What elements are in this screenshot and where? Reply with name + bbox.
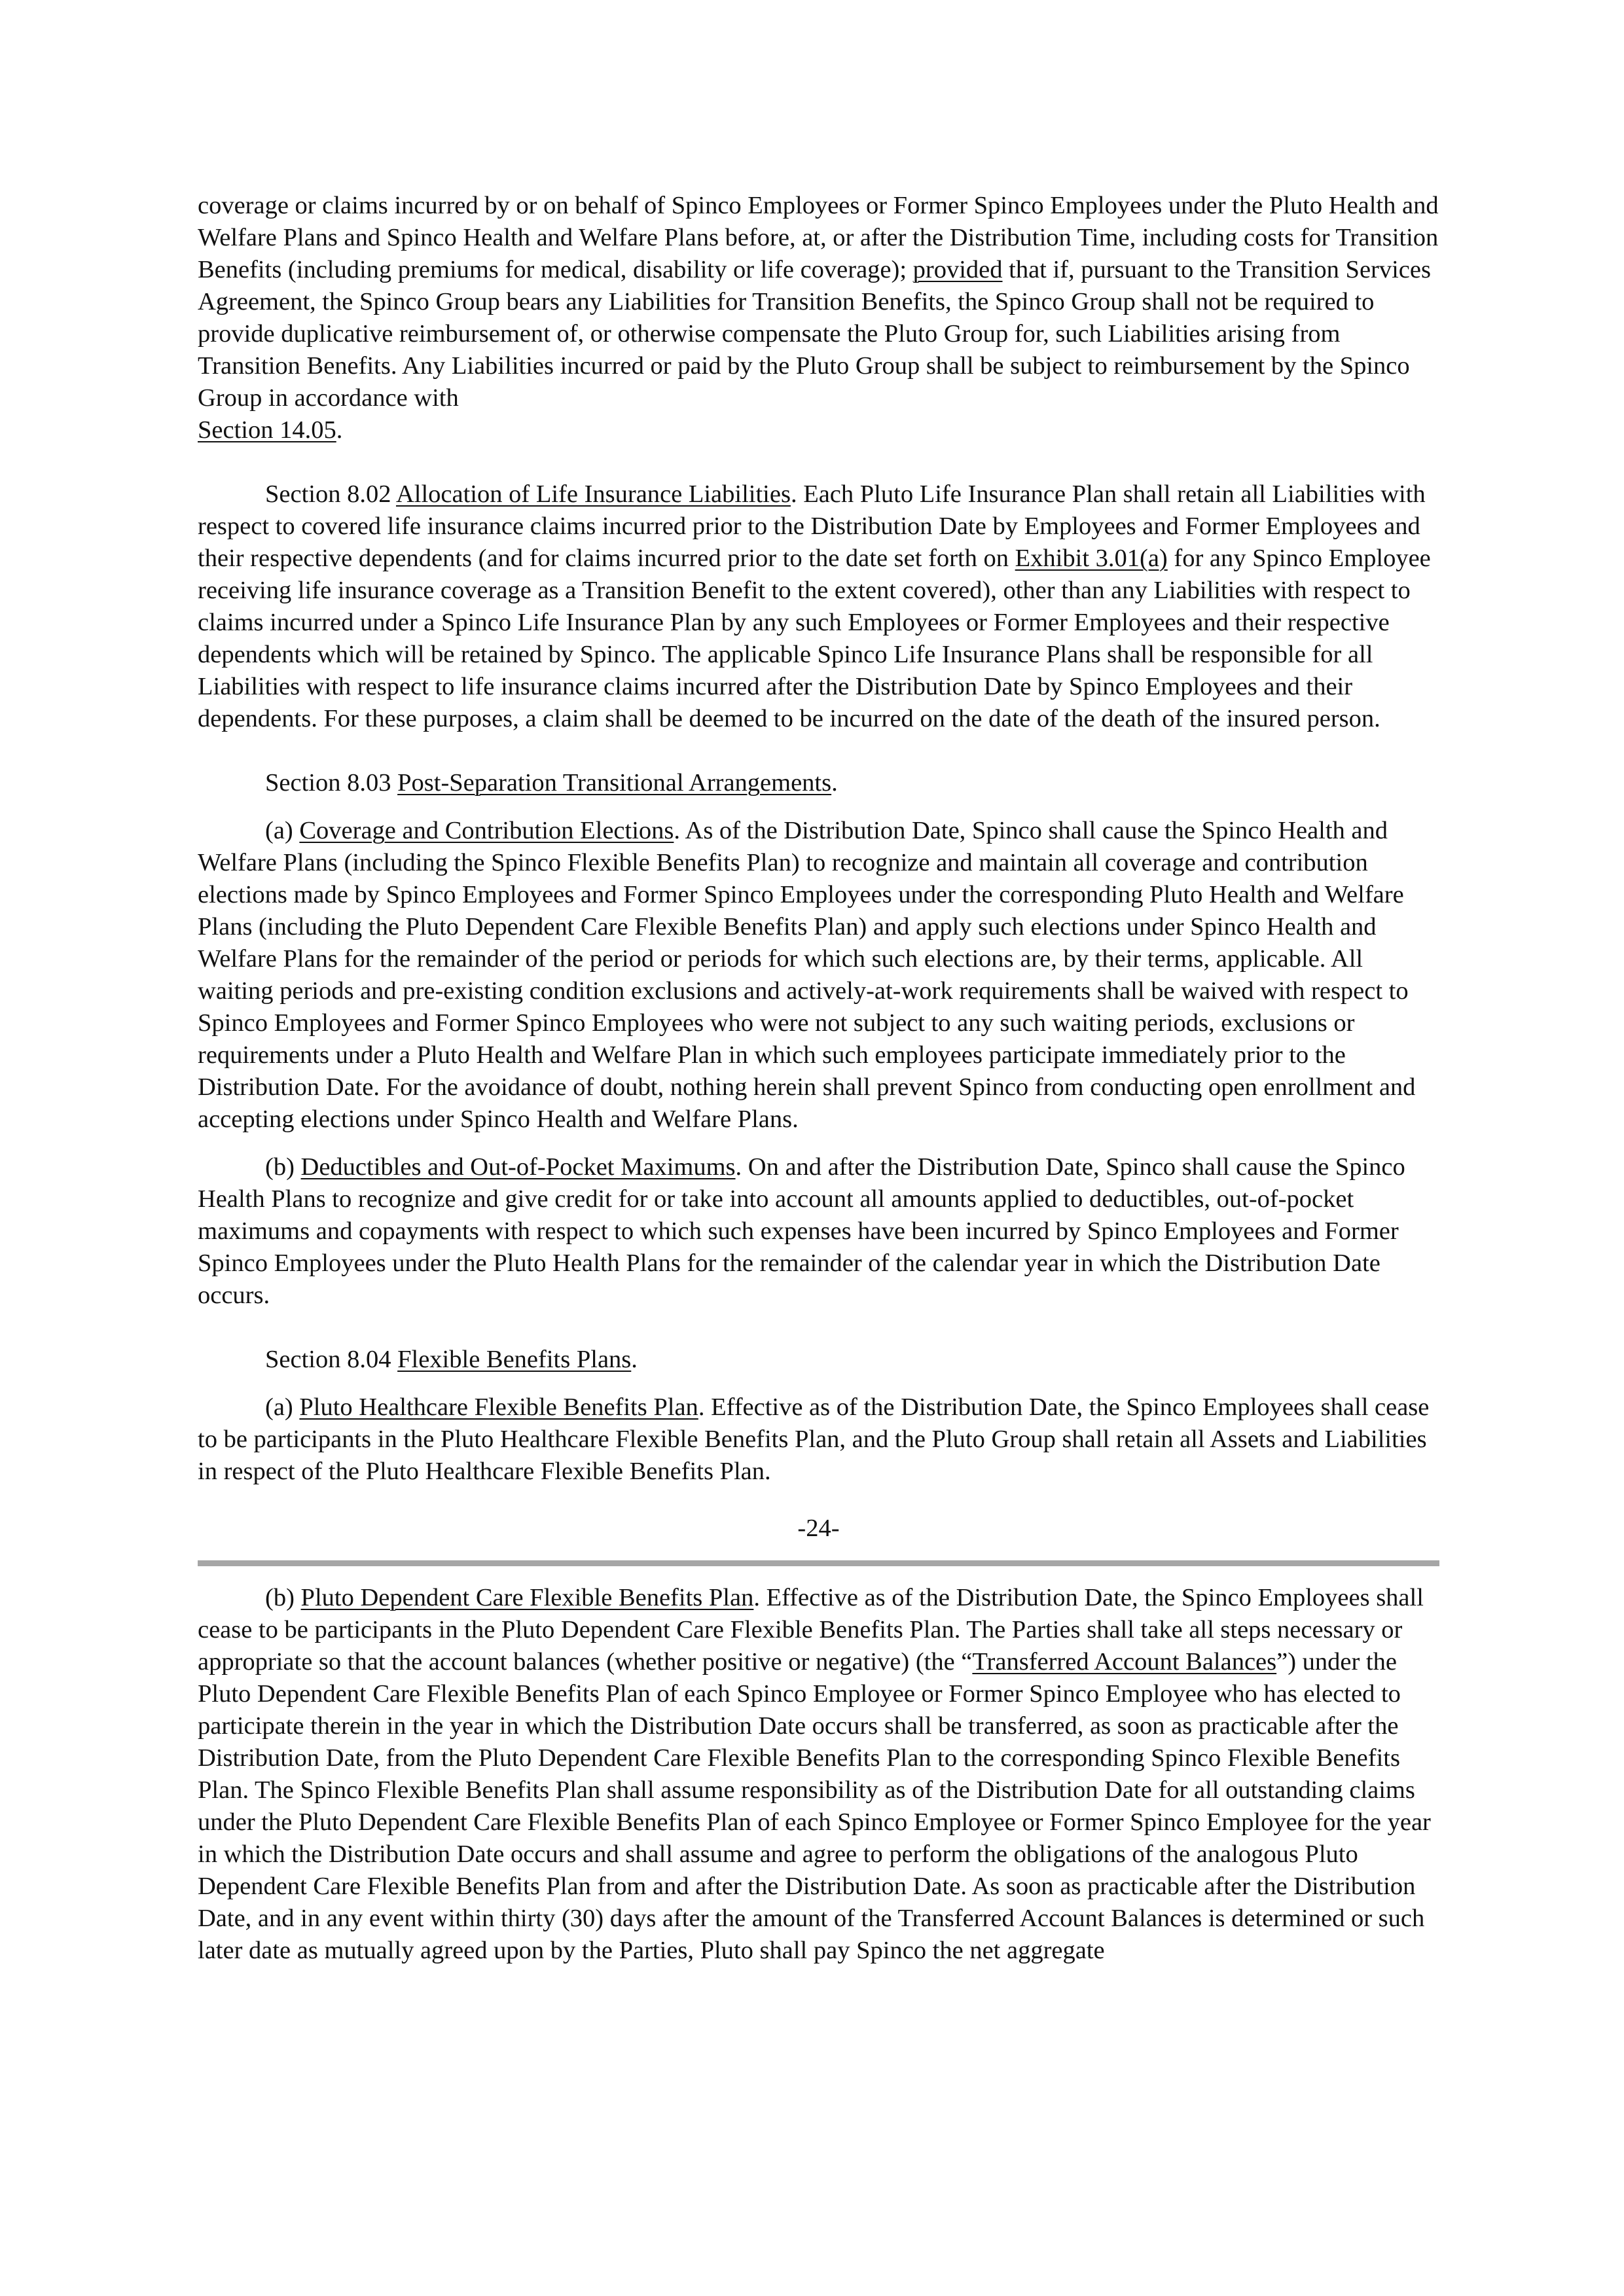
section-8-03-b: (b) Deductibles and Out-of-Pocket Maximums. On and after the Distribution Date, Spinco shall cause the Spinco Health Plans to recognize and give credit for or take into account all amounts applied to deductibles, out-of-pocket maximums and copayments with respect to which such expenses have been incurred by Spinco Employees and Former Spinco Employees under the Pluto Health Plans for the remainder of the calendar year in which the Distribution Date occurs.: [198, 1153, 1405, 1309]
section-8-04-heading-line: Section 8.04 Flexible Benefits Plans.: [265, 1346, 638, 1373]
section-8-04-heading: Flexible Benefits Plans: [397, 1346, 632, 1373]
section-8-02-heading: Allocation of Life Insurance Liabilities: [395, 480, 791, 508]
section-8-03-a: (a) Coverage and Contribution Elections. As of the Distribution Date, Spinco shall cause the Spinco Health and Welfare Plans (including the Spinco Flexible Benefits Plan) to recognize and maintain all coverage and contribution elections made by Spinco Employees and Former Spinco Employees under the corresponding Pluto Health and Welfare Plans (including the Pluto Dependent Care Flexible Benefits Plan) and apply such elections under Spinco Health and Welfare Plans for the remainder of the period or periods for which such elections are, by their terms, applicable. All waiting periods and pre-existing condition exclusions and actively-at-work requirements shall be waived with respect to Spinco Employees and Former Spinco Employees who were not subject to any such waiting periods, exclusions or requirements under a Pluto Health and Welfare Plan in which such employees participate immediately prior to the Distribution Date. For the avoidance of doubt, nothing herein shall prevent Spinco from conducting open enrollment and accepting elections under Spinco Health and Welfare Plans.: [198, 817, 1416, 1133]
page-break-divider: [198, 1560, 1439, 1566]
section-8-03-heading-line: Section 8.03 Post-Separation Transitional Arrangements.: [265, 769, 838, 797]
section-8-04-b-heading: Pluto Dependent Care Flexible Benefits Plan: [300, 1584, 754, 1611]
provided-term: provided: [912, 256, 1003, 283]
section-8-03-heading: Post-Separation Transitional Arrangements: [397, 769, 832, 797]
paragraph-continuation: coverage or claims incurred by or on behalf of Spinco Employees or Former Spinco Employees under the Pluto Health and Welfare Plans and Spinco Health and Welfare Plans before, at, or after the Distribution Time, including costs for Transition Benefits (including premiums for medical, disability or life coverage); provided that if, pursuant to the Transition Services Agreement, the Spinco Group bears any Liabilities for Transition Benefits, the Spinco Group shall not be required to provide duplicative reimbursement of, or otherwise compensate the Pluto Group for, such Liabilities arising from Transition Benefits. Any Liabilities incurred or paid by the Pluto Group shall be subject to reimbursement by the Spinco Group in accordance with Section 14.05.: [198, 192, 1439, 444]
section-14-05-reference: Section 14.05: [198, 416, 336, 444]
section-8-03-b-heading: Deductibles and Out-of-Pocket Maximums: [300, 1153, 736, 1181]
section-8-04-b: (b) Pluto Dependent Care Flexible Benefits Plan. Effective as of the Distribution Date, the Spinco Employees shall cease to be participants in the Pluto Dependent Care Flexible Benefits Plan. The Parties shall take all steps necessary or appropriate so that the account balances (whether positive or negative) (the “Transferred Account Balances”) under the Pluto Dependent Care Flexible Benefits Plan of each Spinco Employee or Former Spinco Employee who has elected to participate therein in the year in which the Distribution Date occurs shall be transferred, as soon as practicable after the Distribution Date, from the Pluto Dependent Care Flexible Benefits Plan to the corresponding Spinco Flexible Benefits Plan. The Spinco Flexible Benefits Plan shall assume responsibility as of the Distribution Date for all outstanding claims under the Pluto Dependent Care Flexible Benefits Plan of each Spinco Employee or Former Spinco Employee for the year in which the Distribution Date occurs and shall assume and agree to perform the obligations of the analogous Pluto Dependent Care Flexible Benefits Plan from and after the Distribution Date. As soon as practicable after the Distribution Date, and in any event within thirty (30) days after the amount of the Transferred Account Balances is determined or such later date as mutually agreed upon by the Parties, Pluto shall pay Spinco the net aggregate: [198, 1584, 1431, 1964]
document-page: [198, 190, 1439, 1967]
section-8-04-a: (a) Pluto Healthcare Flexible Benefits Plan. Effective as of the Distribution Date, the Spinco Employees shall cease to be participants in the Pluto Healthcare Flexible Benefits Plan, and the Pluto Group shall retain all Assets and Liabilities in respect of the Pluto Healthcare Flexible Benefits Plan.: [198, 1393, 1430, 1485]
exhibit-3-01a-reference: Exhibit 3.01(a): [1015, 545, 1168, 572]
section-8-04-a-heading: Pluto Healthcare Flexible Benefits Plan: [299, 1393, 698, 1421]
section-8-03-a-heading: Coverage and Contribution Elections: [299, 817, 674, 844]
section-8-02: Section 8.02 Allocation of Life Insurance Liabilities. Each Pluto Life Insurance Plan shall retain all Liabilities with respect to covered life insurance claims incurred prior to the Distribution Date by Employees and Former Employees and their respective dependents (and for claims incurred prior to the date set forth on Exhibit 3.01(a) for any Spinco Employee receiving life insurance coverage as a Transition Benefit to the extent covered), other than any Liabilities with respect to claims incurred under a Spinco Life Insurance Plan by any such Employees or Former Employees and their respective dependents which will be retained by Spinco. The applicable Spinco Life Insurance Plans shall be responsible for all Liabilities with respect to life insurance claims incurred after the Distribution Date by Spinco Employees and their dependents. For these purposes, a claim shall be deemed to be incurred on the date of the death of the insured person.: [198, 480, 1431, 732]
page-number: -24-: [797, 1515, 840, 1542]
transferred-account-balances-term: Transferred Account Balances: [972, 1648, 1277, 1676]
